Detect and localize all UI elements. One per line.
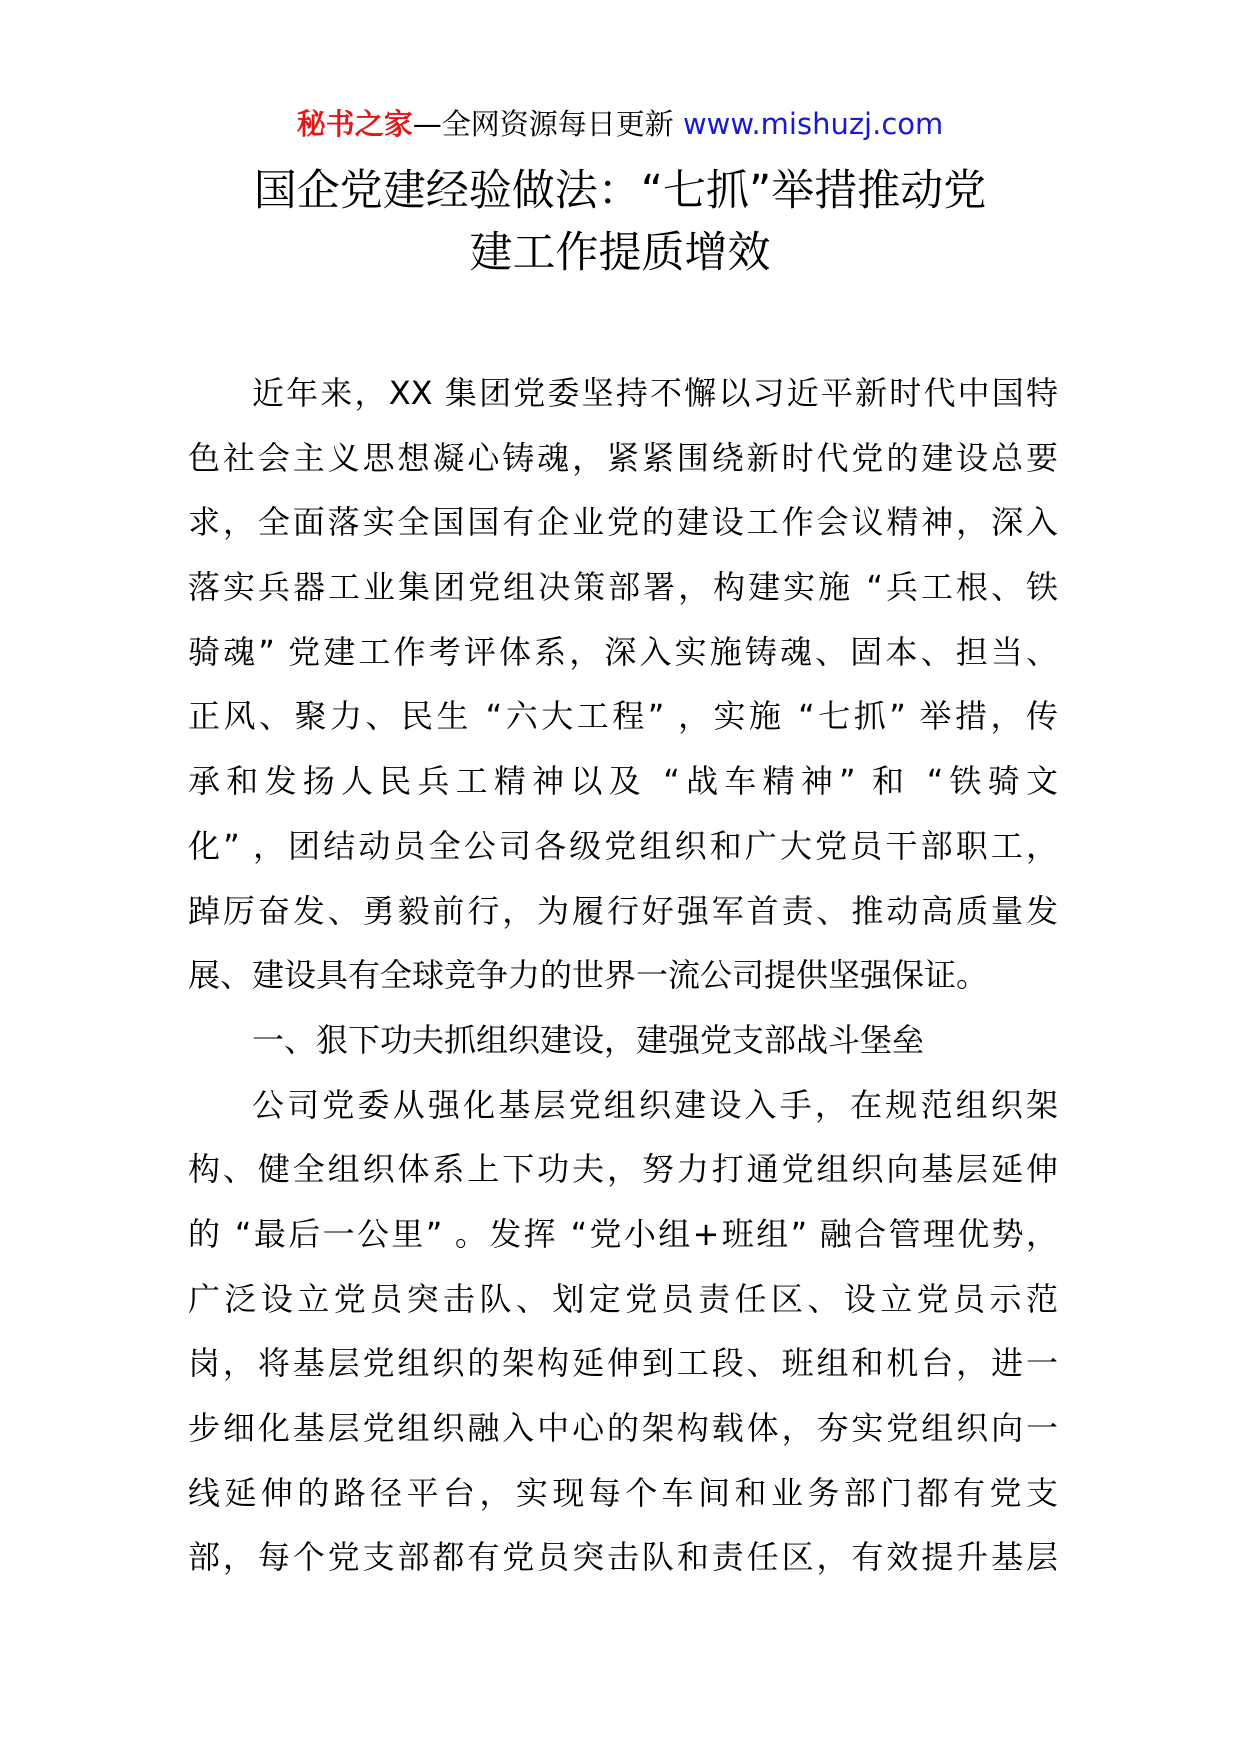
site-header	[0, 104, 1240, 144]
title-line-2: 建工作提质增效	[469, 228, 771, 278]
text-line: 色社会主义思想凝心铸魂，紧紧围绕新时代党的建设总要	[188, 438, 1058, 477]
document-title	[150, 160, 1090, 284]
site-slogan: —全网资源每日更新	[412, 107, 683, 141]
text-line: 踔厉奋发、勇毅前行，为履行好强军首责、推动高质量发	[188, 891, 1058, 930]
text-line: 的 “最后一公里” 。发挥 “党小组+班组” 融合管理优势，	[188, 1214, 1058, 1253]
paragraph-section-1	[188, 1073, 1058, 1591]
text-line: 构、健全组织体系上下功夫，努力打通党组织向基层延伸	[188, 1150, 1058, 1189]
text-line: 步细化基层党组织融入中心的架构载体，夯实党组织向一	[188, 1409, 1058, 1447]
text-line: 部，每个党支部都有党员突击队和责任区，有效提升基层	[188, 1538, 1058, 1577]
text-line: 承和发扬人民兵工精神以及 “战车精神” 和 “铁骑文	[188, 762, 1058, 801]
site-url-link[interactable]: www.mishuzj.com	[682, 107, 944, 141]
paragraph-intro	[188, 361, 1058, 1008]
title-line-1: 国企党建经验做法：“七抓”举措推动党	[253, 166, 987, 216]
section-heading-1: 一、狠下功夫抓组织建设，建强党支部战斗堡垒	[252, 1020, 925, 1059]
text-line: 展、建设具有全球竞争力的世界一流公司提供坚强保证。	[188, 956, 989, 995]
text-line: 岗，将基层党组织的架构延伸到工段、班组和机台，进一	[188, 1344, 1058, 1383]
text-line: 公司党委从强化基层党组织建设入手，在规范组织架	[252, 1085, 1058, 1124]
document-body	[188, 361, 1058, 1590]
text-line: 落实兵器工业集团党组决策部署，构建实施 “兵工根、铁	[188, 568, 1058, 607]
text-line: 骑魂” 党建工作考评体系，深入实施铸魂、固本、担当、	[188, 632, 1058, 671]
text-line: 广泛设立党员突击队、划定党员责任区、设立党员示范	[188, 1279, 1058, 1318]
text-line: 化” ，团结动员全公司各级党组织和广大党员干部职工，	[188, 826, 1058, 865]
text-line: 近年来，XX 集团党委坚持不懈以习近平新时代中国特	[252, 374, 1058, 412]
text-line: 正风、聚力、民生 “六大工程” ，实施 “七抓” 举措，传	[188, 697, 1058, 736]
text-line: 线延伸的路径平台，实现每个车间和业务部门都有党支	[188, 1473, 1058, 1512]
site-brand: 秘书之家	[296, 107, 413, 141]
text-line: 求，全面落实全国国有企业党的建设工作会议精神，深入	[188, 503, 1058, 542]
